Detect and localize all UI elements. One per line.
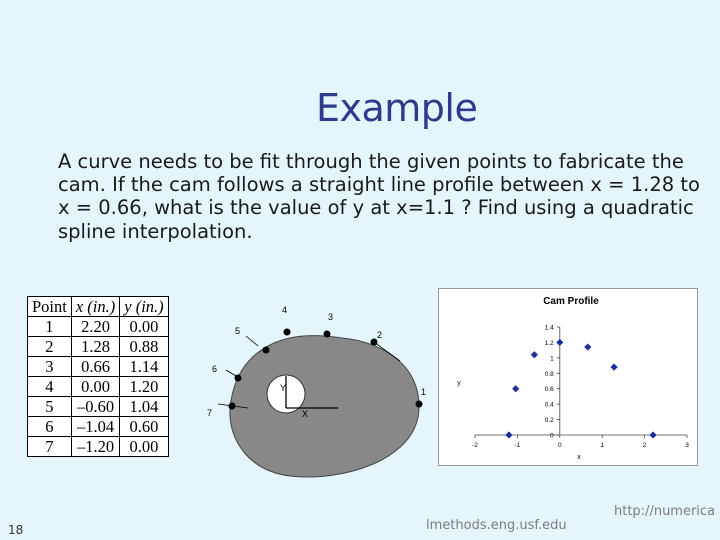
- cam-profile: [230, 336, 419, 477]
- cell-y: 0.00: [120, 317, 168, 337]
- chart-title: Cam Profile: [543, 296, 599, 307]
- table-row: [28, 357, 169, 377]
- cell-point: 2: [28, 337, 72, 357]
- chart-x-tick-label: -2: [472, 442, 478, 449]
- cell-x: 2.20: [71, 317, 119, 337]
- cell-x: 0.00: [71, 377, 119, 397]
- table-header-row: [28, 297, 169, 317]
- cell-x: –1.20: [71, 437, 119, 457]
- col-header-x: x (in.): [71, 297, 119, 317]
- table-row: [28, 437, 169, 457]
- chart-y-tick-label: 0.6: [544, 386, 554, 394]
- cell-x: –0.60: [71, 397, 119, 417]
- cam-label-2: 2: [377, 330, 383, 340]
- cam-axis-y-label: Y: [280, 383, 287, 393]
- chart-y-tick-label: 1.2: [544, 339, 554, 347]
- chart-x-tick-label: 0: [557, 442, 562, 449]
- table-body: [28, 317, 169, 457]
- cell-y: 1.20: [120, 377, 168, 397]
- cam-point-5: [263, 347, 270, 354]
- chart-data-point: [584, 343, 591, 350]
- cell-point: 5: [28, 397, 72, 417]
- chart-y-axis-label: y: [457, 380, 461, 387]
- data-table: [27, 296, 169, 457]
- cam-axis-x-label: X: [302, 409, 309, 419]
- cell-x: –1.04: [71, 417, 119, 437]
- chart-y-tick-label: 0.8: [544, 370, 554, 378]
- cam-label-7: 7: [207, 408, 213, 418]
- cam-label-3: 3: [328, 312, 334, 322]
- problem-statement: A curve needs to be fit through the given points to fabricate the cam. If the cam follows a straight line profile between x = 1.28 to x = 0.66, what is the value of y at x=1.1 ? Find using a quadratic spline interpolation.: [58, 150, 700, 243]
- chart-svg: [439, 289, 697, 465]
- cell-y: 0.88: [120, 337, 168, 357]
- chart-y-tick-label: 0: [550, 432, 554, 440]
- cam-point-7: [229, 403, 236, 410]
- cam-point-5-ray: [246, 336, 258, 346]
- cell-point: 4: [28, 377, 72, 397]
- chart-x-tick-label: -1: [514, 442, 521, 449]
- chart-x-axis-label: x: [577, 454, 581, 461]
- chart-data-point: [610, 364, 617, 371]
- chart-x-tick-label: 1: [600, 442, 605, 449]
- cell-point: 3: [28, 357, 72, 377]
- cam-diagram: [198, 296, 438, 496]
- cell-y: 0.00: [120, 437, 168, 457]
- cell-point: 7: [28, 437, 72, 457]
- cam-label-5: 5: [235, 326, 241, 336]
- cell-y: 0.60: [120, 417, 168, 437]
- chart-data-point: [556, 339, 563, 346]
- cam-profile-chart: [438, 288, 698, 466]
- chart-x-tick-label: 2: [642, 442, 647, 449]
- chart-y-tick-label: 0.4: [544, 401, 554, 409]
- slide-title: Example: [316, 86, 478, 130]
- col-header-point: Point: [28, 297, 72, 317]
- cell-y: 1.04: [120, 397, 168, 417]
- chart-x-tick-label: 3: [685, 442, 689, 449]
- table-row: [28, 337, 169, 357]
- cell-x: 0.66: [71, 357, 119, 377]
- cam-point-3: [324, 331, 331, 338]
- chart-data-point: [531, 351, 538, 358]
- cam-label-6: 6: [212, 364, 218, 374]
- chart-data-point: [505, 431, 512, 438]
- cell-point: 6: [28, 417, 72, 437]
- col-header-y: y (in.): [120, 297, 168, 317]
- cell-point: 1: [28, 317, 72, 337]
- slide-number: 18: [8, 523, 24, 537]
- chart-data-point: [512, 385, 519, 392]
- chart-y-tick-label: 1.4: [544, 324, 554, 332]
- cam-point-6-ray: [226, 370, 236, 376]
- cell-y: 1.14: [120, 357, 168, 377]
- chart-y-tick-label: 1: [550, 355, 554, 363]
- table-row: [28, 397, 169, 417]
- footer-url-part1[interactable]: lmethods.eng.usf.edu: [426, 518, 567, 533]
- table-row: [28, 417, 169, 437]
- footer-url-part2[interactable]: http://numerica: [614, 504, 716, 519]
- cam-point-6: [235, 375, 242, 382]
- chart-data-point: [649, 431, 656, 438]
- cam-point-1: [416, 401, 423, 408]
- table-row: [28, 317, 169, 337]
- chart-y-tick-label: 0.2: [544, 417, 554, 425]
- cam-label-1: 1: [421, 387, 427, 397]
- cam-point-4: [284, 329, 291, 336]
- cam-label-4: 4: [282, 305, 288, 315]
- table-row: [28, 377, 169, 397]
- cell-x: 1.28: [71, 337, 119, 357]
